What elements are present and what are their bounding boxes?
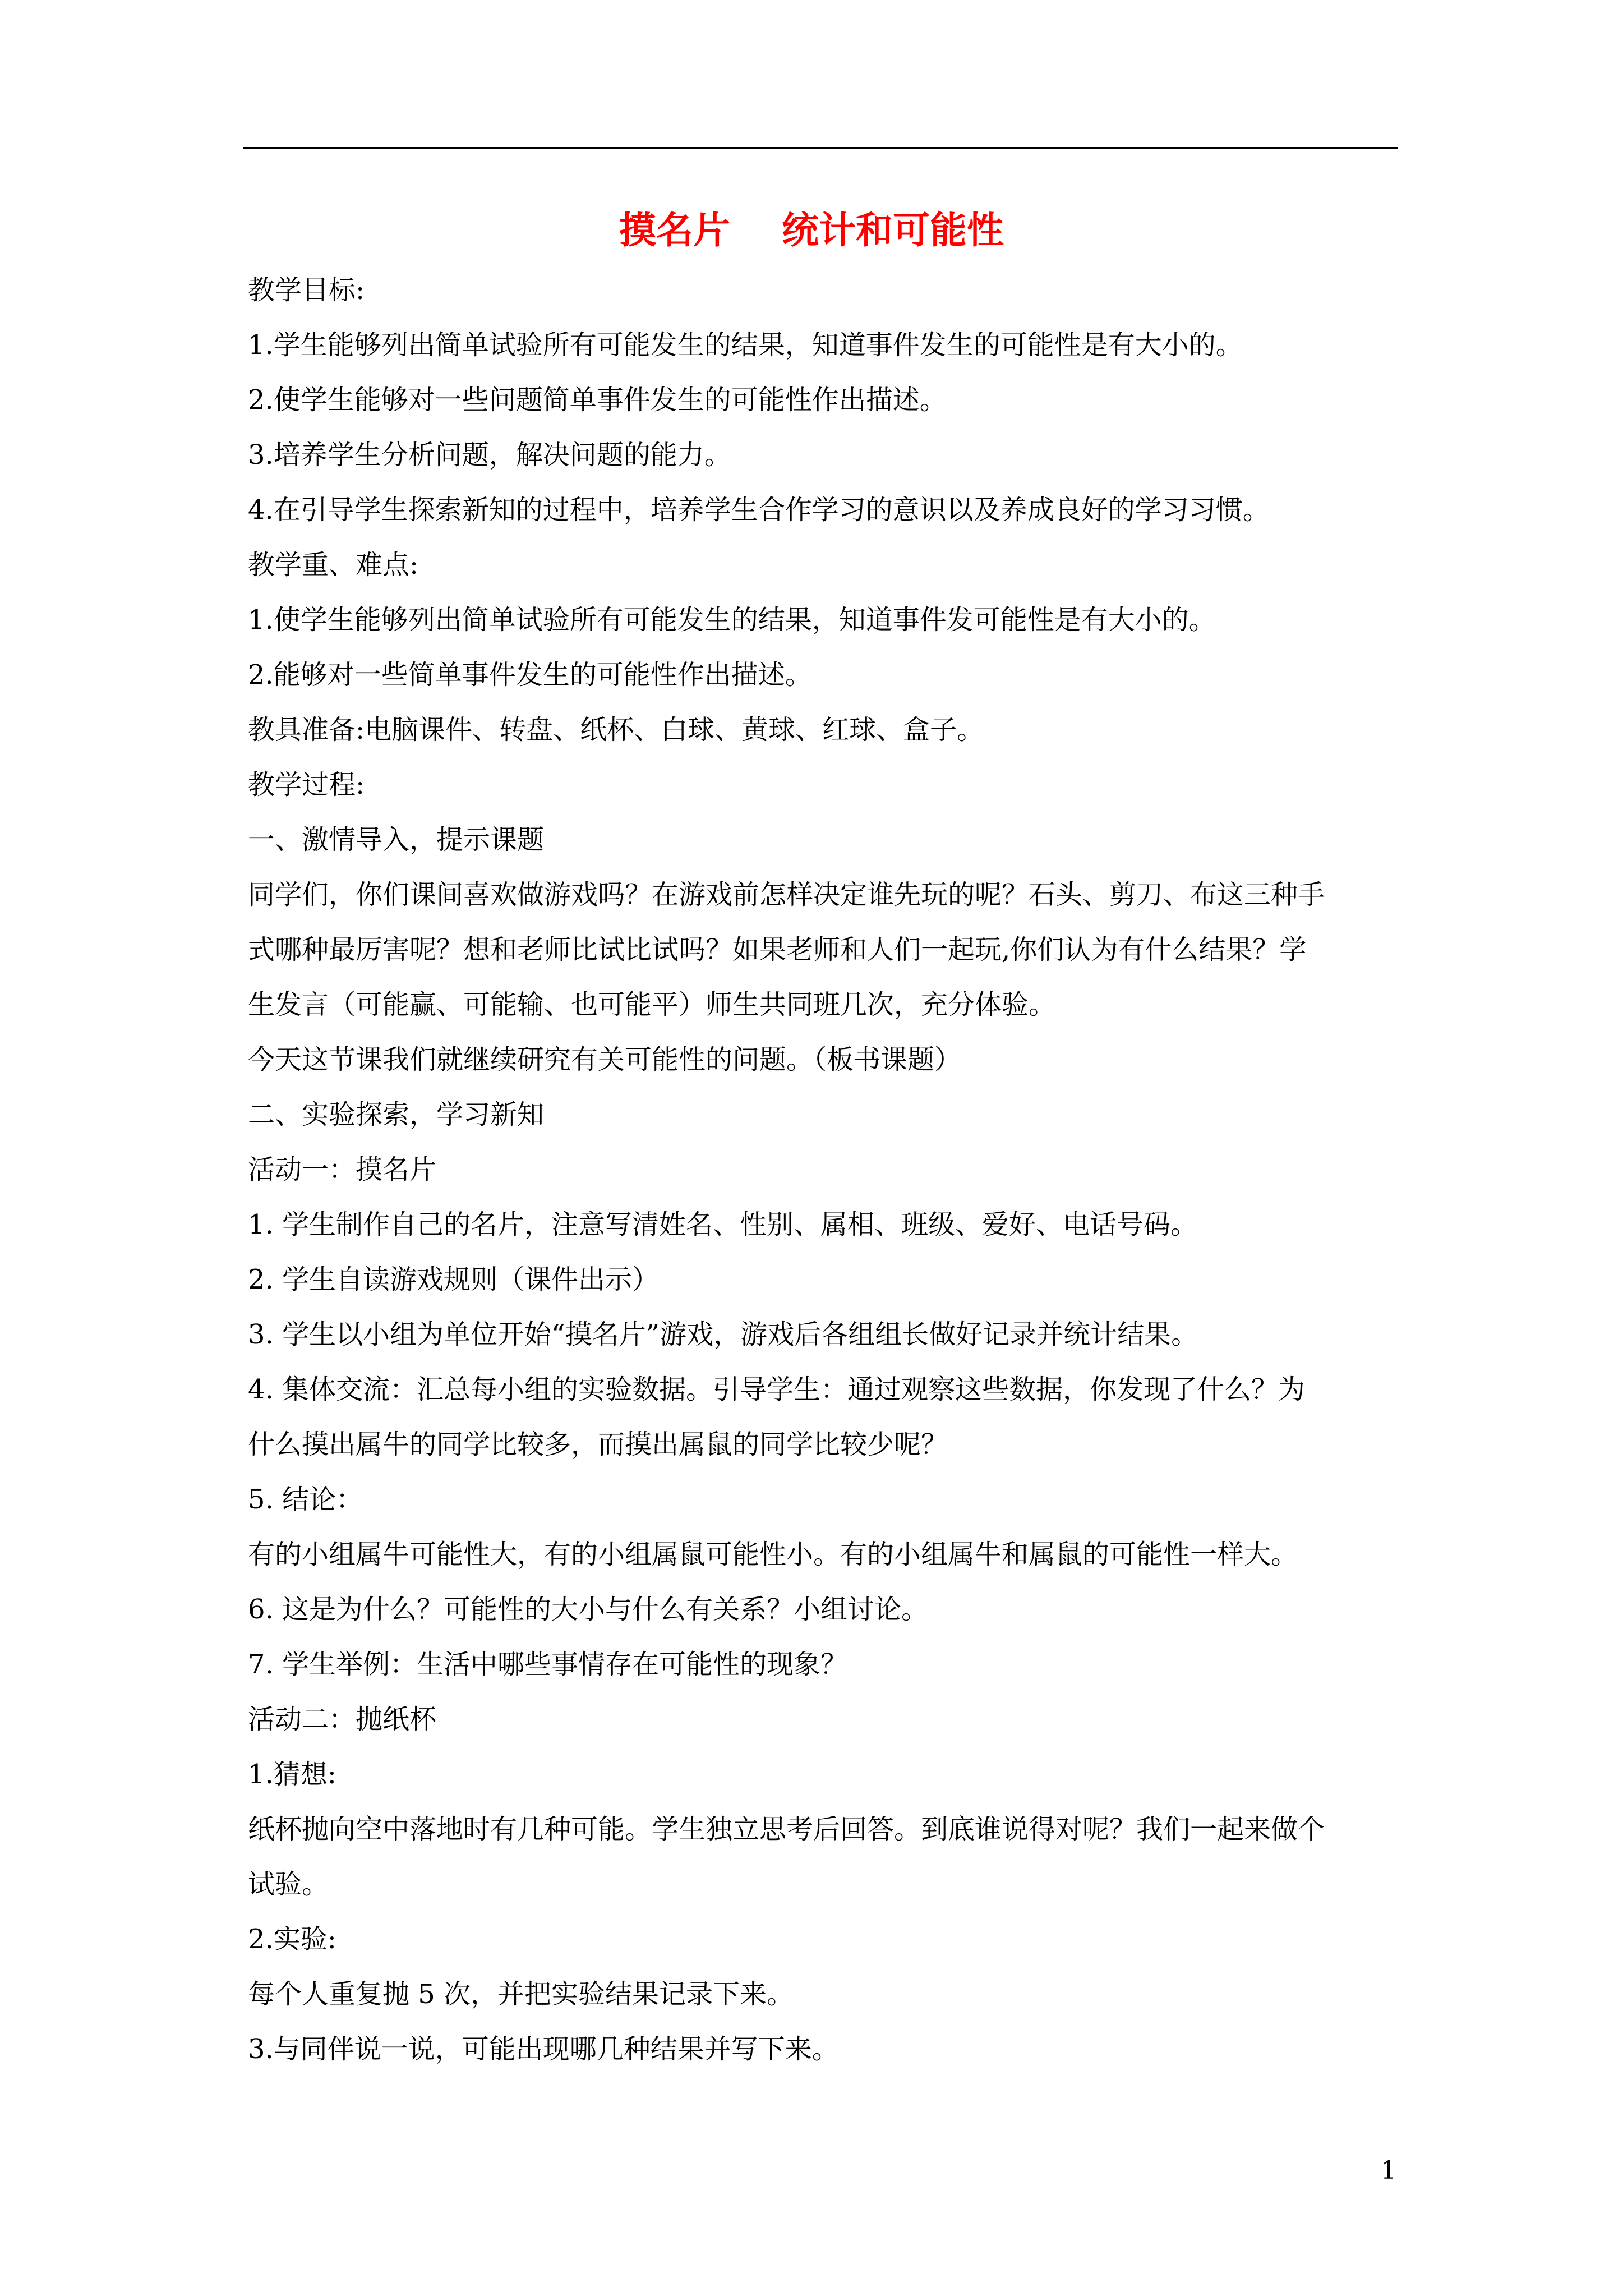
activity-one-step-7: 7. 学生举例：生活中哪些事情存在可能性的现象？	[248, 1649, 848, 1680]
activity-one-step-1: 1. 学生制作自己的名片，注意写清姓名、性别、属相、班级、爱好、电话号码。	[248, 1209, 1198, 1240]
key-point-item-2: 2.能够对一些简单事件发生的可能性作出描述。	[248, 659, 812, 691]
activity-one-step-5: 5. 结论：	[248, 1484, 363, 1515]
paragraph-line: 式哪种最厉害呢？想和老师比试比试吗？如果老师和人们一起玩,你们认为有什么结果？学	[248, 934, 1307, 965]
activity-one-step-4: 4. 集体交流：汇总每小组的实验数据。引导学生：通过观察这些数据，你发现了什么？为	[248, 1374, 1306, 1405]
part-two-heading: 二、实验探索，学习新知	[248, 1099, 545, 1130]
activity-two-step-1: 1.猜想:	[248, 1759, 336, 1790]
section-heading-objectives: 教学目标:	[248, 274, 365, 306]
paragraph-line: 纸杯抛向空中落地时有几种可能。学生独立思考后回答。到底谁说得对呢？我们一起来做个	[248, 1814, 1325, 1845]
paragraph-line: 有的小组属牛可能性大，有的小组属鼠可能性小。有的小组属牛和属鼠的可能性一样大。	[248, 1539, 1298, 1570]
paragraph-line: 试验。	[248, 1869, 329, 1900]
objective-item-2: 2.使学生能够对一些问题简单事件发生的可能性作出描述。	[248, 384, 947, 416]
paragraph-line: 生发言（可能赢、可能输、也可能平）师生共同班几次，充分体验。	[248, 989, 1056, 1020]
activity-one-heading: 活动一：摸名片	[248, 1154, 437, 1185]
section-heading-key-points: 教学重、难点:	[248, 549, 419, 581]
objective-item-1: 1.学生能够列出简单试验所有可能发生的结果，知道事件发生的可能性是有大小的。	[248, 329, 1243, 361]
part-one-heading: 一、激情导入，提示课题	[248, 824, 545, 855]
paragraph-line: 今天这节课我们就继续研究有关可能性的问题。（板书课题）	[248, 1044, 962, 1075]
activity-two-step-3: 3.与同伴说一说，可能出现哪几种结果并写下来。	[248, 2033, 839, 2065]
activity-one-step-2: 2. 学生自读游戏规则（课件出示）	[248, 1264, 660, 1295]
page-number: 1	[1381, 2156, 1396, 2185]
teaching-aids-line: 教具准备:电脑课件、转盘、纸杯、白球、黄球、红球、盒子。	[248, 714, 984, 746]
paragraph-line: 每个人重复抛 5 次，并把实验结果记录下来。	[248, 1978, 794, 2010]
document-body	[248, 263, 1398, 2077]
activity-two-step-2: 2.实验:	[248, 1924, 336, 1955]
activity-one-step-6: 6. 这是为什么？可能性的大小与什么有关系？小组讨论。	[248, 1594, 929, 1625]
paragraph-line: 同学们，你们课间喜欢做游戏吗？在游戏前怎样决定谁先玩的呢？石头、剪刀、布这三种手	[248, 879, 1325, 910]
document-title: 摸名片 统计和可能性	[619, 209, 1004, 252]
activity-two-heading: 活动二：抛纸杯	[248, 1704, 437, 1735]
header-rule	[243, 147, 1398, 149]
objective-item-3: 3.培养学生分析问题，解决问题的能力。	[248, 439, 731, 471]
key-point-item-1: 1.使学生能够列出简单试验所有可能发生的结果，知道事件发可能性是有大小的。	[248, 604, 1216, 636]
activity-one-step-3: 3. 学生以小组为单位开始“摸名片”游戏，游戏后各组组长做好记录并统计结果。	[248, 1319, 1198, 1350]
objective-item-4: 4.在引导学生探索新知的过程中，培养学生合作学习的意识以及养成良好的学习习惯。	[248, 494, 1270, 526]
paragraph-line: 什么摸出属牛的同学比较多，而摸出属鼠的同学比较少呢？	[248, 1429, 948, 1460]
section-heading-process: 教学过程:	[248, 769, 365, 800]
